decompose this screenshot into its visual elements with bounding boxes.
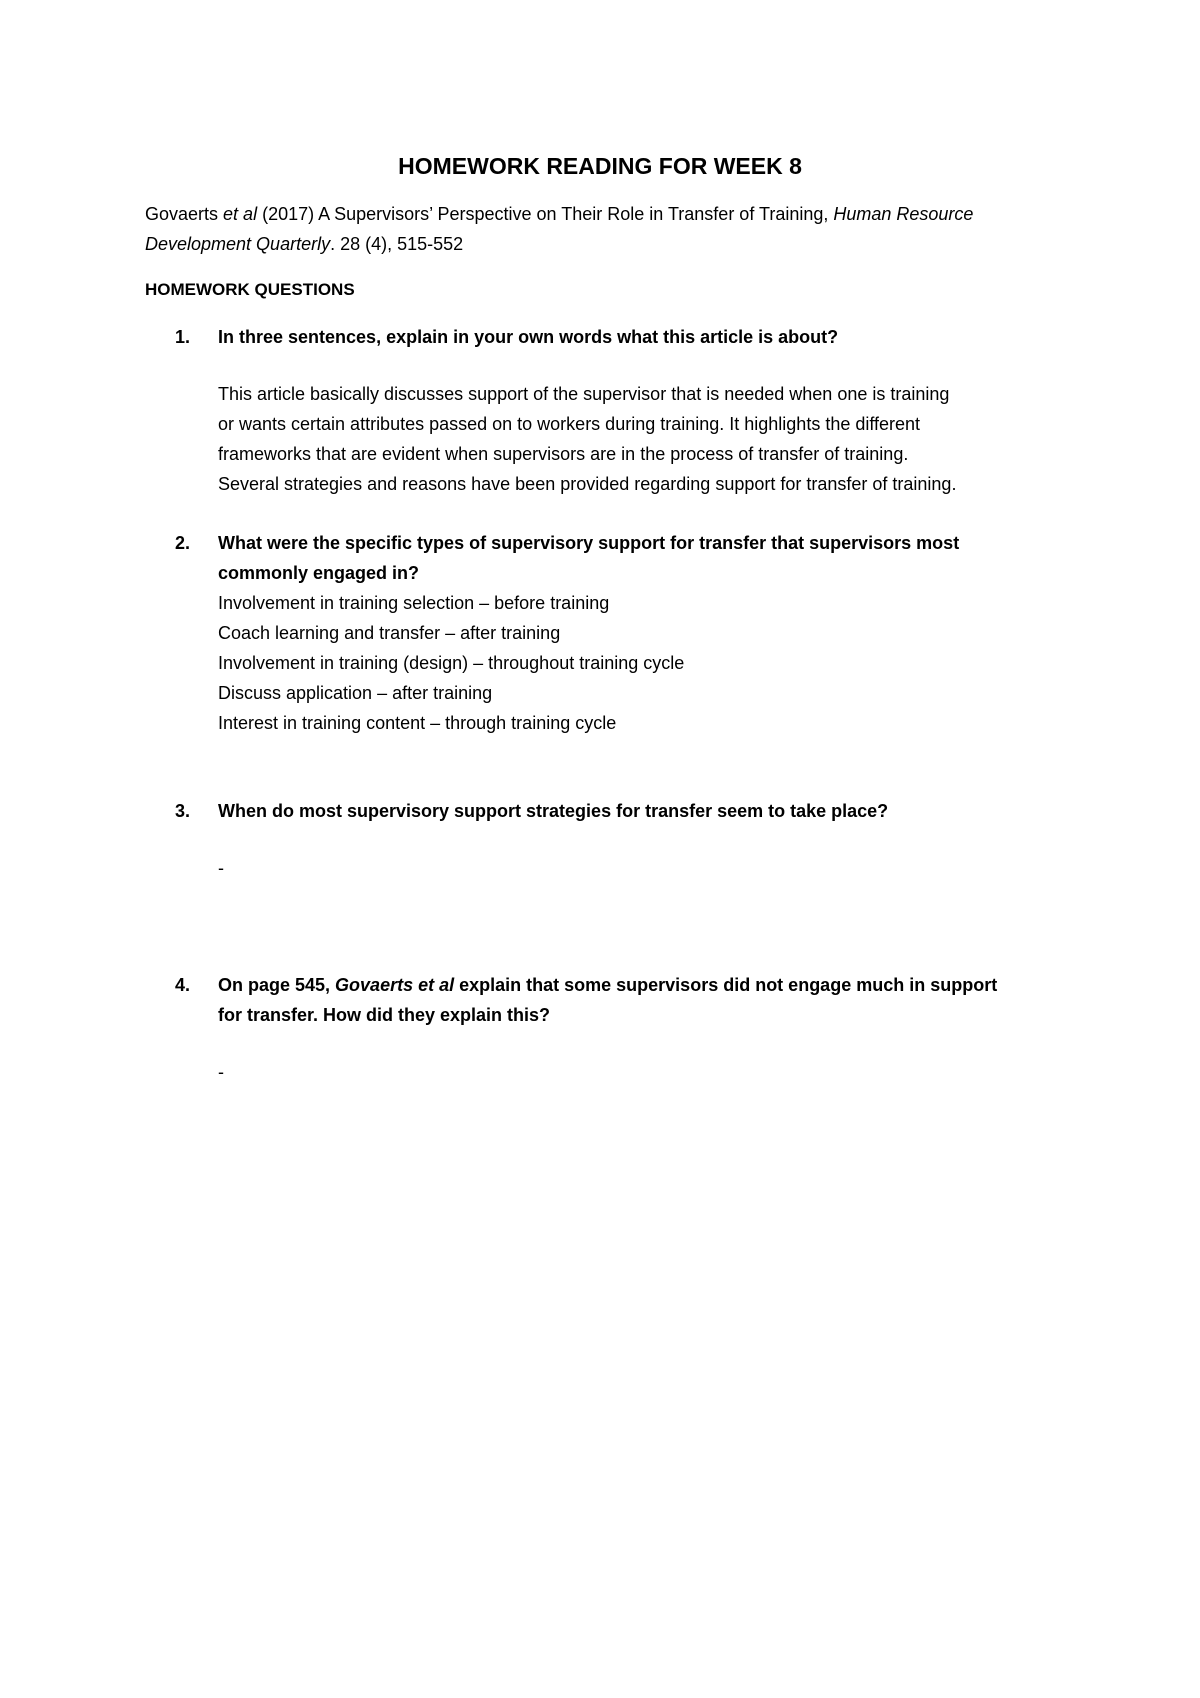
question-2-number: 2. — [175, 533, 191, 553]
question-1-text: In three sentences, explain in your own words what this article is about? — [218, 327, 839, 347]
answer-line: frameworks that are evident when supervisors are in the process of transfer of training. — [218, 444, 909, 464]
article-citation — [145, 199, 1055, 259]
question-1-answer — [218, 379, 1078, 499]
question-3-text: When do most supervisory support strategies for transfer seem to take place? — [218, 801, 889, 821]
question-4-answer: - — [218, 1062, 224, 1082]
answer-line: This article basically discusses support of the supervisor that is needed when one is training — [218, 384, 950, 404]
question-4-text-line: for transfer. How did they explain this? — [218, 1005, 551, 1025]
section-heading: HOMEWORK QUESTIONS — [145, 280, 355, 299]
question-4-text-pre: On page 545, — [218, 975, 336, 995]
question-1-number: 1. — [175, 327, 191, 347]
question-3-answer: - — [218, 858, 224, 878]
citation-volume-pages: . 28 (4), 515-552 — [330, 234, 464, 254]
question-2-text-line: commonly engaged in? — [218, 563, 420, 583]
question-4-text-italic: Govaerts et al — [335, 975, 455, 995]
question-2-answer — [218, 588, 1078, 738]
question-2-text — [218, 528, 1078, 588]
answer-line: or wants certain attributes passed on to workers during training. It highlights the different — [218, 414, 921, 434]
question-4-number: 4. — [175, 975, 191, 995]
citation-authors: Govaerts — [145, 204, 219, 224]
question-4-text — [218, 970, 1078, 1030]
citation-journal: Human Resource Development Quarterly — [145, 204, 974, 254]
answer-line: Discuss application – after training — [218, 683, 493, 703]
answer-line: Interest in training content – through training cycle — [218, 713, 617, 733]
answer-line: Several strategies and reasons have been provided regarding support for transfer of training. — [218, 474, 957, 494]
citation-text: (2017) A Supervisors’ Perspective on Their Role in Transfer of Training, — [257, 204, 834, 224]
question-2-text-line: What were the specific types of supervisory support for transfer that supervisors most — [218, 533, 960, 553]
question-3-number: 3. — [175, 801, 191, 821]
answer-line: Involvement in training selection – before training — [218, 593, 610, 613]
answer-line: Coach learning and transfer – after training — [218, 623, 561, 643]
answer-line: Involvement in training (design) – throughout training cycle — [218, 653, 685, 673]
question-4-text-line — [218, 970, 1078, 1000]
document-title: HOMEWORK READING FOR WEEK 8 — [398, 153, 802, 179]
question-4-text-post: explain that some supervisors did not engage much in support — [454, 975, 998, 995]
citation-et-al: et al — [223, 204, 258, 224]
